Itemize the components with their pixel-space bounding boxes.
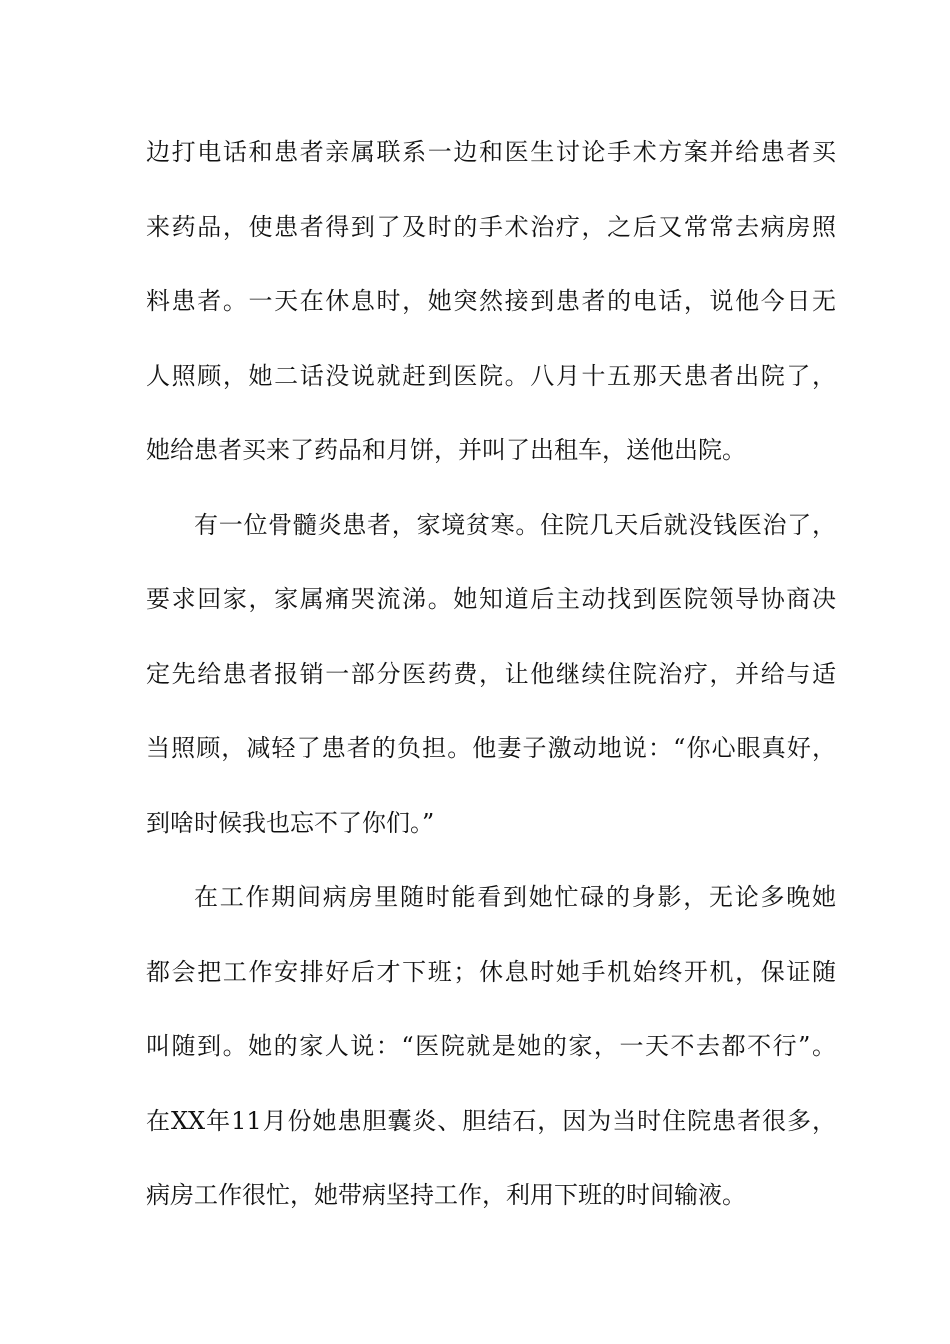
text-line: 到啥时候我也忘不了你们。” <box>146 808 435 837</box>
text-line-paragraph-start: 有一位骨髓炎患者，家境贫寒。住院几天后就没钱医治了， <box>194 510 836 539</box>
text-line: 要求回家，家属痛哭流涕。她知道后主动找到医院领导协商决 <box>146 585 836 613</box>
text-line-paragraph-start: 在工作期间病房里随时能看到她忙碌的身影，无论多晚她 <box>194 883 836 911</box>
text-line: 边打电话和患者亲属联系一边和医生讨论手术方案并给患者买 <box>146 138 836 166</box>
text-line: 都会把工作安排好后才下班；休息时她手机始终开机，保证随 <box>146 957 836 986</box>
text-line: 叫随到。她的家人说：“医院就是她的家，一天不去都不行”。 <box>146 1032 836 1060</box>
text-line: 当照顾，减轻了患者的负担。他妻子激动地说：“你心眼真好， <box>146 734 836 762</box>
text-line: 她给患者买来了药品和月饼，并叫了出租车，送他出院。 <box>146 436 746 464</box>
text-line: 人照顾，她二话没说就赶到医院。八月十五那天患者出院了， <box>146 361 836 390</box>
text-line: 来药品，使患者得到了及时的手术治疗，之后又常常去病房照 <box>146 212 836 241</box>
text-line: 定先给患者报销一部分医药费，让他继续住院治疗，并给与适 <box>146 659 836 688</box>
text-line: 在XX年11月份她患胆囊炎、胆结石，因为当时住院患者很多， <box>146 1106 836 1135</box>
text-line: 病房工作很忙，她带病坚持工作，利用下班的时间输液。 <box>146 1181 746 1209</box>
text-line: 料患者。一天在休息时，她突然接到患者的电话，说他今日无 <box>146 287 836 315</box>
document-body <box>146 130 836 1248</box>
